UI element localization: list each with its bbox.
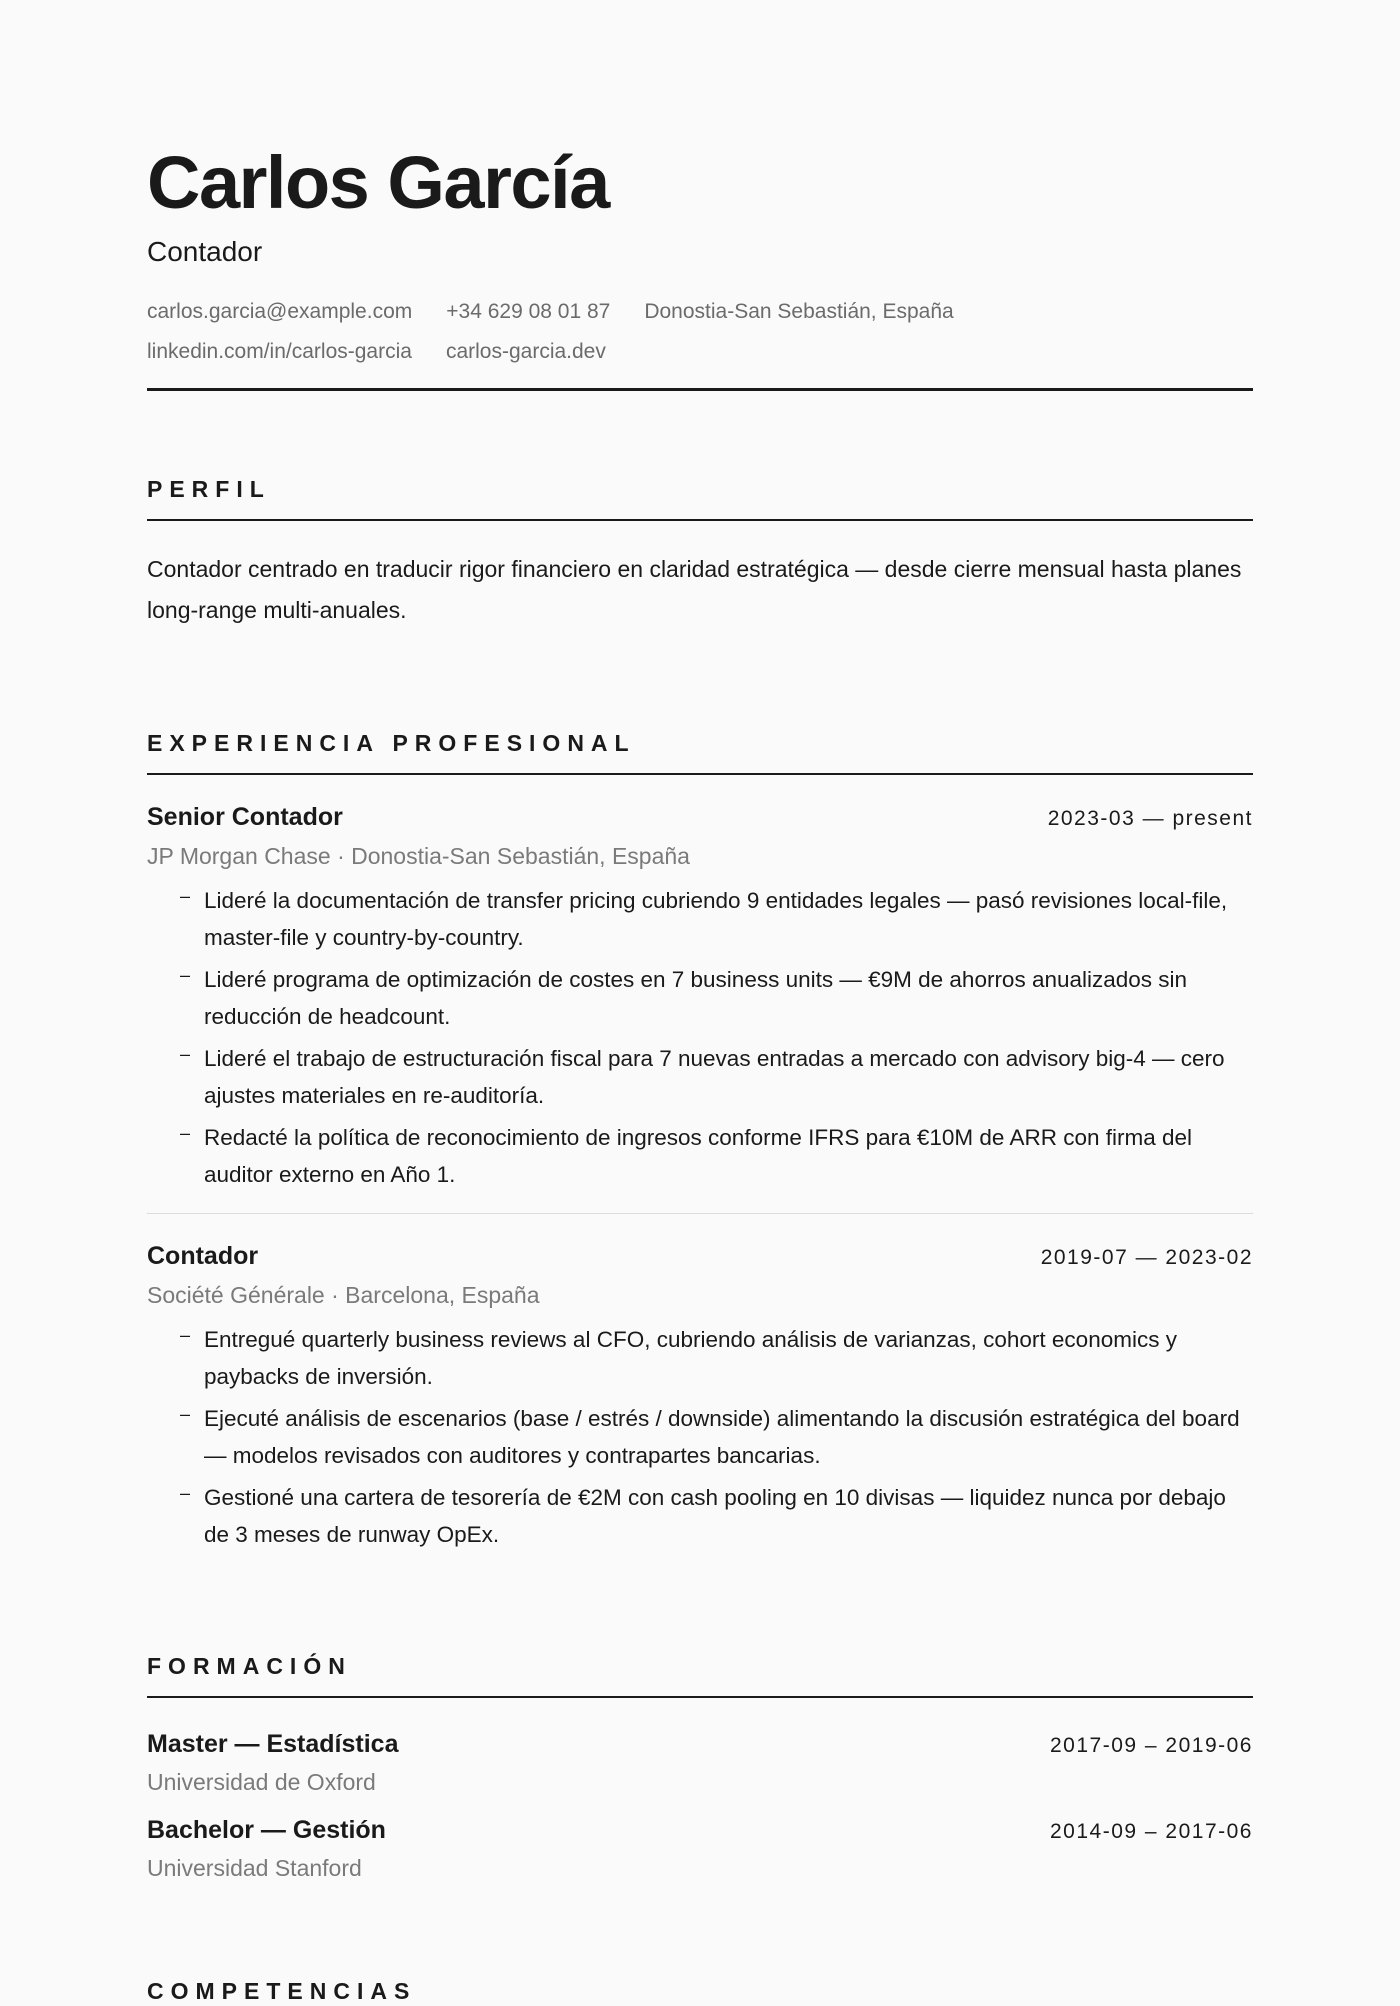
job-entry bbox=[147, 775, 1253, 1193]
section-divider bbox=[147, 1696, 1253, 1698]
contact-info bbox=[147, 292, 1253, 372]
contact-row-secondary bbox=[147, 332, 1253, 372]
achievement-text: Lideré la documentación de transfer pricing cubriendo 9 entidades legales — pasó revisiones local-file, master-file y country-by-country. bbox=[204, 888, 1228, 950]
dash-bullet-icon: – bbox=[180, 1483, 191, 1503]
section-title-experience: EXPERIENCIA PROFESIONAL bbox=[147, 730, 636, 756]
job-header bbox=[147, 801, 1253, 833]
job-organization: Société Générale · Barcelona, España bbox=[147, 1282, 540, 1308]
achievement-item bbox=[147, 882, 1253, 956]
contact-linkedin[interactable]: linkedin.com/in/carlos-garcia bbox=[147, 340, 412, 363]
experience-section bbox=[147, 728, 1253, 1553]
resume-header bbox=[147, 138, 1253, 391]
education-school: Universidad Stanford bbox=[147, 1855, 362, 1881]
job-entry bbox=[147, 1213, 1253, 1553]
education-dates: 2017-09 – 2019-06 bbox=[1050, 1734, 1253, 1757]
contact-row-primary bbox=[147, 292, 1253, 332]
education-degree: Master — Estadística bbox=[147, 1730, 399, 1758]
dash-bullet-icon: – bbox=[180, 1325, 191, 1345]
achievement-item bbox=[147, 1479, 1253, 1553]
achievement-text: Entregué quarterly business reviews al CFO, cubriendo análisis de varianzas, cohort economics y paybacks de inversión. bbox=[204, 1327, 1177, 1389]
contact-website[interactable]: carlos-garcia.dev bbox=[445, 340, 606, 363]
education-section bbox=[147, 1651, 1253, 1884]
candidate-role: Contador bbox=[147, 236, 263, 267]
job-header bbox=[147, 1240, 1253, 1272]
job-title: Senior Contador bbox=[147, 803, 343, 831]
job-achievements bbox=[147, 1321, 1253, 1553]
achievement-item bbox=[147, 1321, 1253, 1395]
job-dates: 2023-03 — present bbox=[1047, 807, 1253, 830]
education-header bbox=[147, 1728, 1253, 1760]
education-dates: 2014-09 – 2017-06 bbox=[1050, 1820, 1253, 1843]
achievement-text: Lideré el trabajo de estructuración fiscal para 7 nuevas entradas a mercado con advisory big-4 — cero ajustes materiales en re-auditoría. bbox=[204, 1046, 1225, 1108]
education-entry bbox=[147, 1728, 1253, 1798]
profile-section bbox=[147, 474, 1253, 631]
dash-bullet-icon: – bbox=[180, 1044, 191, 1064]
contact-email[interactable]: carlos.garcia@example.com bbox=[147, 300, 413, 323]
skills-section bbox=[147, 1976, 1253, 2006]
header-divider bbox=[147, 388, 1253, 391]
contact-location: Donostia-San Sebastián, España bbox=[644, 300, 954, 323]
achievement-text: Gestioné una cartera de tesorería de €2M con cash pooling en 10 divisas — liquidez nunca por debajo de 3 meses de runway OpEx. bbox=[204, 1485, 1226, 1547]
profile-summary: Contador centrado en traducir rigor financiero en claridad estratégica — desde cierre mensual hasta planes long-range multi-anuales. bbox=[147, 556, 1242, 623]
education-header bbox=[147, 1814, 1253, 1846]
job-achievements bbox=[147, 882, 1253, 1193]
education-degree: Bachelor — Gestión bbox=[147, 1816, 386, 1844]
section-title-profile: PERFIL bbox=[147, 476, 271, 502]
job-title: Contador bbox=[147, 1242, 259, 1270]
section-title-education: FORMACIÓN bbox=[147, 1653, 352, 1679]
dash-bullet-icon: – bbox=[180, 1123, 191, 1143]
section-title-skills: COMPETENCIAS bbox=[147, 1978, 417, 2004]
candidate-name: Carlos García bbox=[147, 141, 609, 224]
dash-bullet-icon: – bbox=[180, 965, 191, 985]
achievement-text: Redacté la política de reconocimiento de ingresos conforme IFRS para €10M de ARR con firma del auditor externo en Año 1. bbox=[204, 1125, 1193, 1187]
education-school: Universidad de Oxford bbox=[147, 1769, 376, 1795]
achievement-item bbox=[147, 1040, 1253, 1114]
education-entry bbox=[147, 1814, 1253, 1884]
contact-phone[interactable]: +34 629 08 01 87 bbox=[446, 300, 611, 323]
achievement-item bbox=[147, 1119, 1253, 1193]
section-divider bbox=[147, 519, 1253, 521]
job-organization: JP Morgan Chase · Donostia-San Sebastián, España bbox=[147, 843, 690, 869]
achievement-text: Lideré programa de optimización de costes en 7 business units — €9M de ahorros anualizados sin reducción de headcount. bbox=[204, 967, 1188, 1029]
dash-bullet-icon: – bbox=[180, 886, 191, 906]
achievement-item bbox=[147, 1400, 1253, 1474]
achievement-item bbox=[147, 961, 1253, 1035]
achievement-text: Ejecuté análisis de escenarios (base / estrés / downside) alimentando la discusión estratégica del board — modelos revisados con auditores y contrapartes bancarias. bbox=[204, 1406, 1240, 1468]
dash-bullet-icon: – bbox=[180, 1404, 191, 1424]
job-dates: 2019-07 — 2023-02 bbox=[1040, 1246, 1253, 1269]
